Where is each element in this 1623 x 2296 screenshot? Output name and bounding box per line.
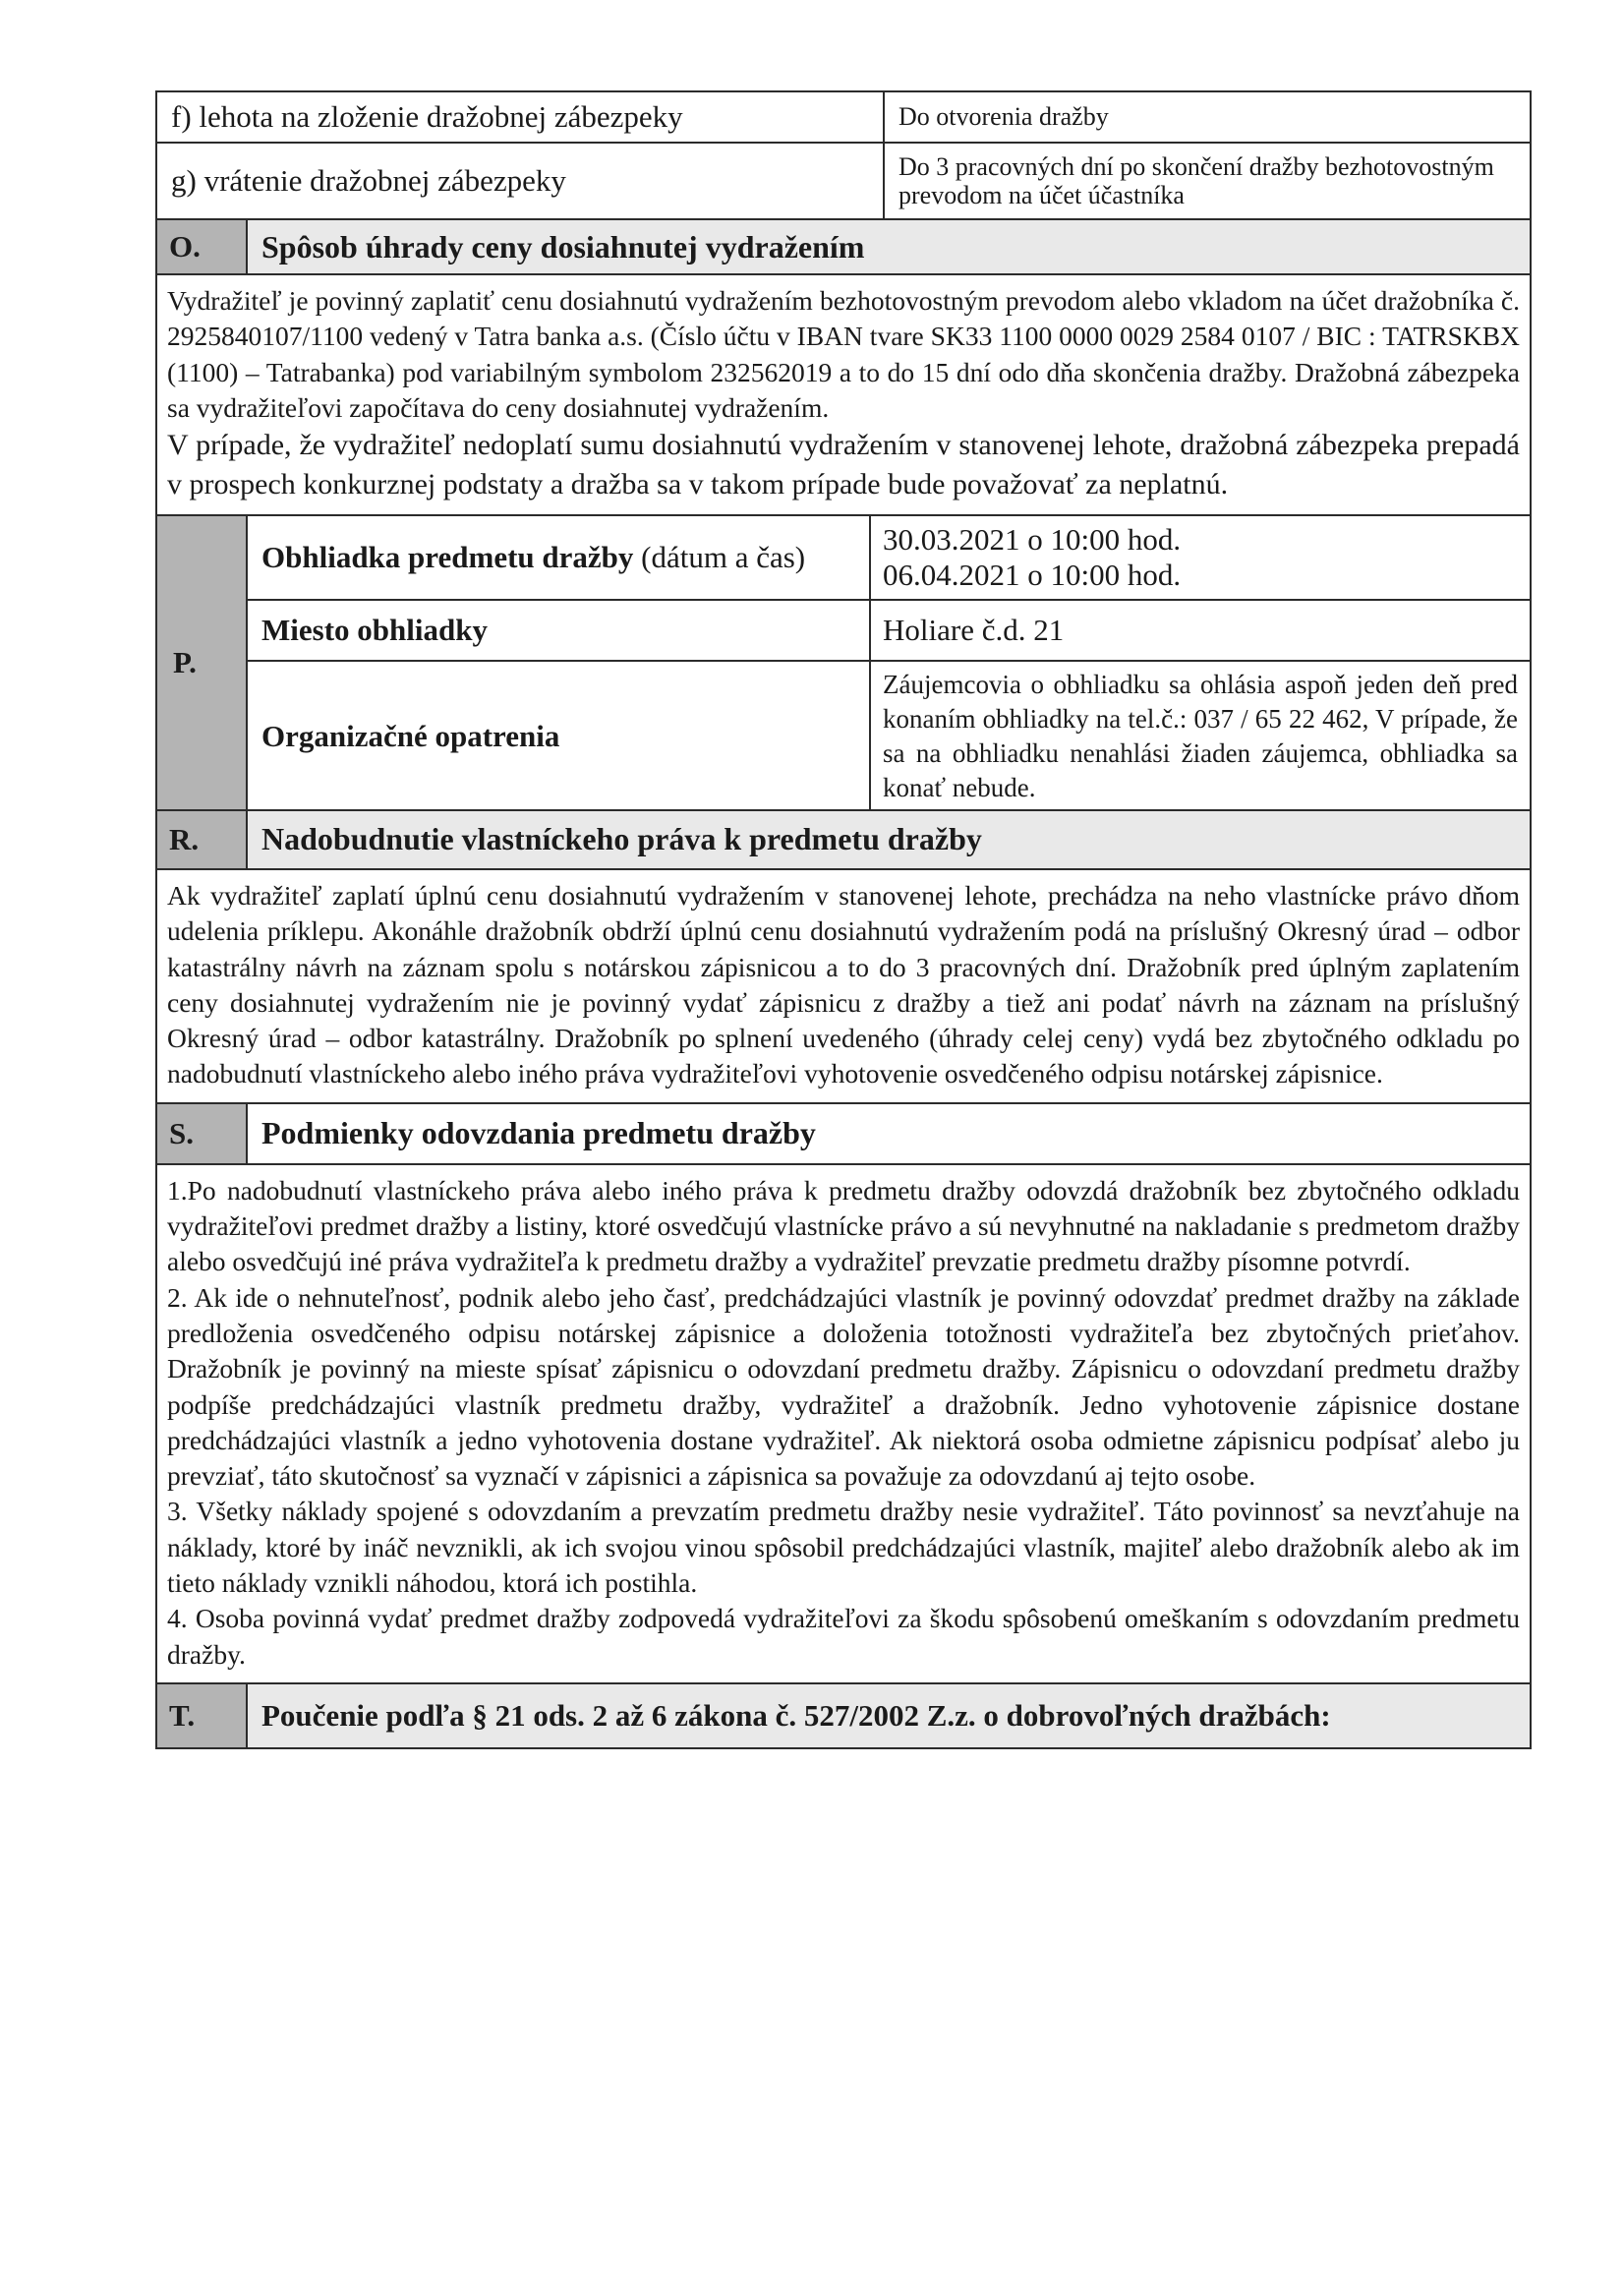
row-label: g) vrátenie dražobnej zábezpeky bbox=[157, 144, 885, 218]
section-letter: R. bbox=[157, 811, 248, 868]
list-item: 2. Ak ide o nehnuteľnosť, podnik alebo jeho časť, predchádzajúci vlastník je povinný odovzdať predmet dražby na základe predloženia osvedčeného odpisu notárskej zápisnice a doloženia totožnosti vydražiteľa bez zbytočných prieťahov. Dražobník je povinný na mieste spísať zápisnicu o odovzdaní predmetu dražby. Zápisnicu o odovzdaní predmetu dražby podpíše predchádzajúci vlastník predmetu dražby, vydražiteľ a dražobník. Jedno vyhotovenie zápisnice dostane predchádzajúci vlastník a jedno vyhotovenia dostane vydražiteľ. Ak niektorá osoba odmietne zápisnicu podpísať alebo ju prevziať, táto skutočnosť sa vyznačí v zápisnici a zápisnica sa považuje za odovzdanú aj tejto osobe. bbox=[167, 1281, 1520, 1492]
section-r-header bbox=[155, 811, 1532, 870]
row-value: Do otvorenia dražby bbox=[898, 102, 1109, 132]
row-value: Do 3 pracovných dní po skončení dražby bezhotovostným prevodom na účet účastníka bbox=[898, 151, 1494, 209]
document-page bbox=[155, 90, 1532, 1749]
row-deposit-return bbox=[155, 144, 1532, 220]
section-t-header bbox=[155, 1684, 1532, 1749]
section-o-header bbox=[155, 220, 1532, 275]
section-letter: T. bbox=[157, 1684, 248, 1747]
section-title: Podmienky odovzdania predmetu dražby bbox=[248, 1104, 1530, 1163]
list-item: 4. Osoba povinná vydať predmet dražby zodpovedá vydražiteľovi za škodu spôsobenú omeškaním s odovzdaním predmetu dražby. bbox=[167, 1603, 1520, 1670]
paragraph: Vydražiteľ je povinný zaplatiť cenu dosiahnutú vydražením bezhotovostným prevodom alebo vkladom na účet dražobníka č. 2925840107/1100 vedený v Tatra banka a.s. (Číslo účtu v IBAN tvare SK33 1100 0000 0029 2584 0107 / BIC : TATRSKBX (1100) – Tatrabanka) pod variabilným symbolom 232562019 a to do 15 dní odo dňa skončenia dražby. Dražobná zábezpeka sa vydražiteľovi započítava do ceny dosiahnutej vydražením. bbox=[167, 285, 1520, 423]
row-value: 30.03.2021 o 10:00 hod. 06.04.2021 o 10:00 hod. bbox=[883, 522, 1182, 592]
row-value: Záujemcovia o obhliadku sa ohlásia aspoň jeden deň pred konaním obhliadky na tel.č.: 037 / 65 22 462, V prípade, že sa na obhliadku nenahlási žiaden záujemca, obhliadka sa konať nebude. bbox=[883, 669, 1518, 803]
section-title: Spôsob úhrady ceny dosiahnutej vydražením bbox=[248, 220, 1530, 273]
section-p-rows bbox=[248, 516, 1530, 809]
paragraph: Ak vydražiteľ zaplatí úplnú cenu dosiahnutú vydražením v stanovenej lehote, prechádza na neho vlastnícke právo dňom udelenia príklepu. Akonáhle dražobník obdrží úplnú cenu dosiahnutú vydražením podá na príslušný Okresný úrad – odbor katastrálny návrh na záznam spolu s notárskou zápisnicou a to do 3 pracovných dní. Dražobník pred úplným zaplatením ceny dosiahnutej vydražením nie je povinný vydať zápisnicu z dražby a tiež ani podať návrh na záznam na príslušný Okresný úrad – odbor katastrálny. Dražobník po splnení uvedeného (úhrady celej ceny) vydá bez zbytočného odkladu po nadobudnutí vlastníckeho alebo iného práva vydražiteľovi vyhotovenie osvedčeného odpisu notárskej zápisnice. bbox=[167, 879, 1520, 1089]
section-letter: O. bbox=[157, 220, 248, 273]
list-item: 1.Po nadobudnutí vlastníckeho práva alebo iného práva k predmetu dražby odovzdá dražobník bez zbytočného odkladu vydražiteľovi predmet dražby a listiny, ktoré osvedčujú vlastnícke právo a sú nevyhnutné na nakladanie s predmetom dražby alebo osvedčujú iné práva vydražiteľa k predmetu dražby a vydražiteľ prevzatie predmetu dražby písomne potvrdí. bbox=[167, 1174, 1520, 1277]
list-item: 3. Všetky náklady spojené s odovzdaním a prevzatím predmetu dražby nesie vydražiteľ. Táto povinnosť sa nevzťahuje na náklady, ktoré by ináč nevznikli, ak ich svojou vinou spôsobil predchádzajúci vlastník, majiteľ alebo dražobník alebo ak im tieto náklady vznikli náhodou, ktorá ich postihla. bbox=[167, 1496, 1520, 1599]
row-label: Obhliadka predmetu dražby (dátum a čas) bbox=[248, 516, 871, 599]
row-label: f) lehota na zloženie dražobnej zábezpeky bbox=[157, 92, 885, 142]
viewing-place-row bbox=[248, 601, 1530, 662]
section-p-table bbox=[155, 516, 1532, 811]
section-letter: S. bbox=[157, 1104, 248, 1163]
paragraph: V prípade, že vydražiteľ nedoplatí sumu dosiahnutú vydražením v stanovenej lehote, dražobná zábezpeka prepadá v prospech konkurznej podstaty a dražba sa v takom prípade bude považovať za neplatnú. bbox=[167, 429, 1520, 501]
row-deposit-deadline bbox=[155, 90, 1532, 144]
section-letter: P. bbox=[157, 516, 248, 809]
section-r-body bbox=[155, 870, 1532, 1104]
organization-row bbox=[248, 662, 1530, 811]
section-title: Nadobudnutie vlastníckeho práva k predmetu dražby bbox=[248, 811, 1530, 868]
row-label: Miesto obhliadky bbox=[248, 601, 871, 660]
row-value: Holiare č.d. 21 bbox=[883, 613, 1065, 648]
section-o-body bbox=[155, 275, 1532, 516]
section-s-header bbox=[155, 1104, 1532, 1165]
viewing-date-row bbox=[248, 516, 1530, 601]
section-title: Poučenie podľa § 21 ods. 2 až 6 zákona č. 527/2002 Z.z. o dobrovoľných dražbách: bbox=[248, 1684, 1530, 1747]
section-s-body bbox=[155, 1165, 1532, 1684]
row-label: Organizačné opatrenia bbox=[248, 662, 871, 811]
